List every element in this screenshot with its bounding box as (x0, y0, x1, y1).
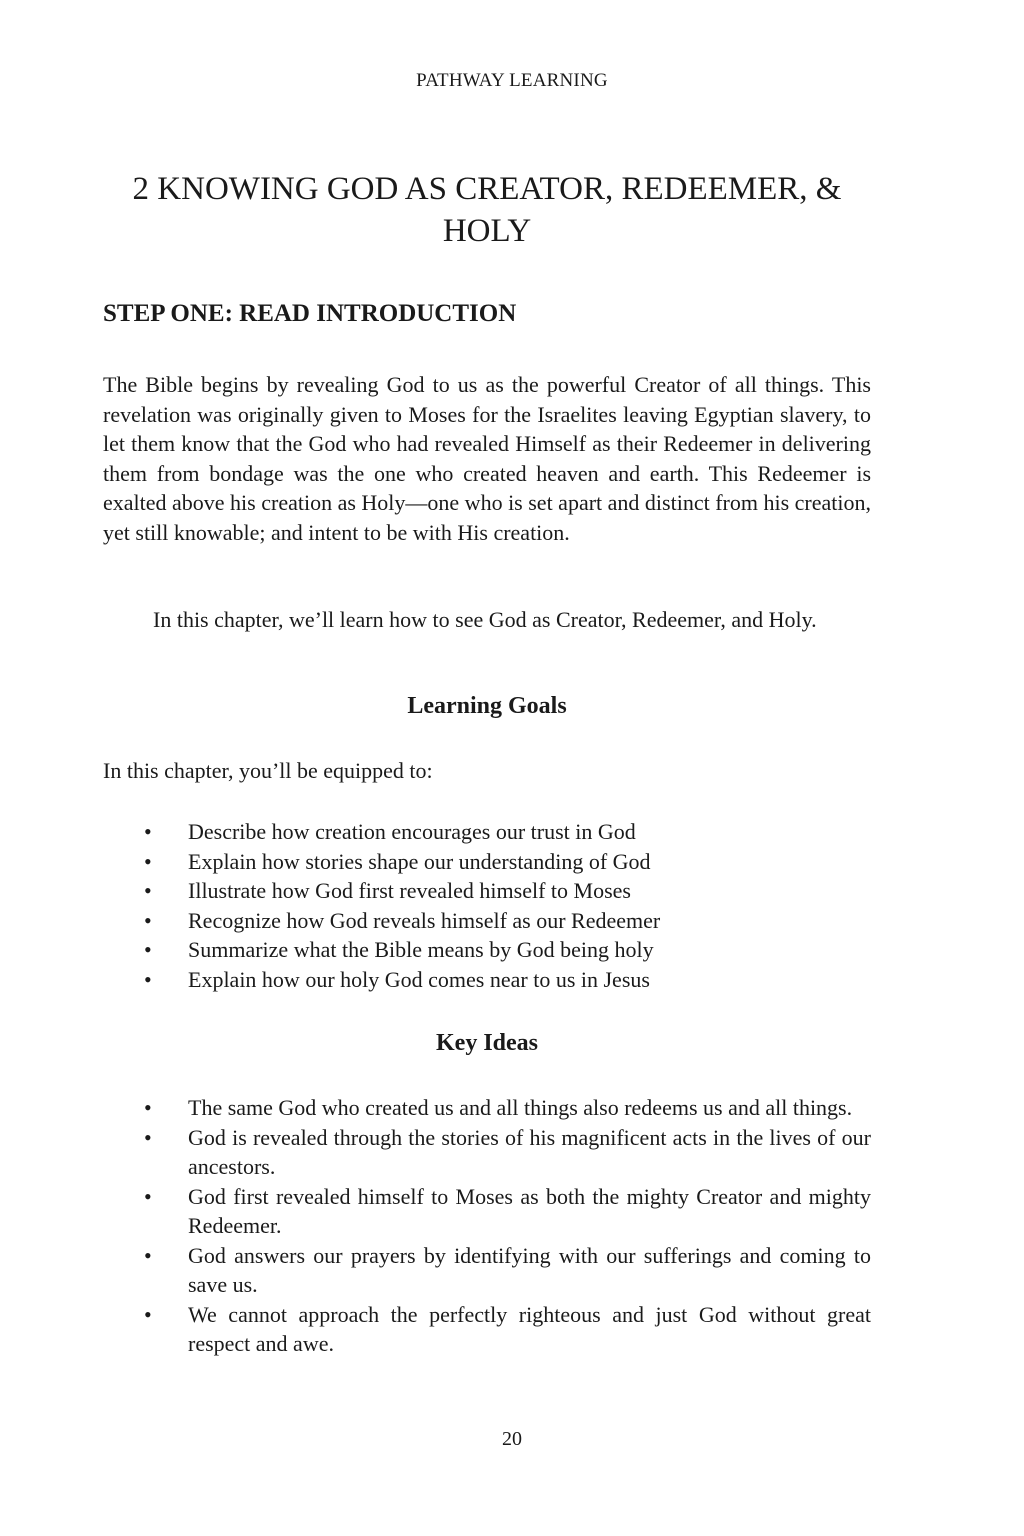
list-item (103, 965, 871, 995)
page-number: 20 (502, 1428, 522, 1450)
list-item-text: Describe how creation encourages our trust in God (188, 819, 636, 844)
list-item-text: The same God who created us and all things also redeems us and all things. (188, 1095, 853, 1120)
bullet-icon: • (144, 1242, 152, 1268)
learning-goals-heading: Learning Goals (407, 693, 567, 719)
list-item-text: We cannot approach the perfectly righteous and just God without great respect and awe. (188, 1301, 871, 1356)
intro-paragraph: The Bible begins by revealing God to us as the powerful Creator of all things. This revelation was originally given to Moses for the Israelites leaving Egyptian slavery, to let them know that the God who had revealed Himself as their Redeemer in delivering them from bondage was the one who created heaven and earth. This Redeemer is exalted above his creation as Holy—one who is set apart and distinct from his creation, yet still knowable; and intent to be with His creation. (103, 372, 871, 545)
list-item-text: Explain how our holy God comes near to us in Jesus (188, 966, 650, 992)
key-ideas-heading: Key Ideas (436, 1030, 538, 1056)
bullet-icon: • (144, 1095, 152, 1120)
list-item (103, 906, 871, 936)
bullet-icon: • (144, 848, 152, 874)
list-item (103, 1300, 871, 1359)
list-item-text: Recognize how God reveals himself as our Redeemer (188, 907, 661, 933)
running-header: PATHWAY LEARNING (416, 70, 608, 91)
list-item (103, 817, 871, 847)
list-item (103, 1241, 871, 1300)
list-item (103, 935, 871, 965)
bullet-icon: • (144, 937, 152, 962)
bullet-icon: • (144, 1124, 152, 1150)
list-item (103, 876, 871, 906)
chapter-title: 2 KNOWING GOD AS CREATOR, REDEEMER, & HOLY (132, 171, 842, 249)
bullet-icon: • (144, 966, 152, 992)
list-item-text: God answers our prayers by identifying with our sufferings and coming to save us. (188, 1242, 871, 1297)
list-item (103, 847, 871, 877)
list-item (103, 1182, 871, 1241)
bullet-icon: • (144, 1183, 152, 1209)
list-item-text: Illustrate how God first revealed himself to Moses (188, 878, 631, 903)
bullet-icon: • (144, 907, 152, 933)
list-item-text: Explain how stories shape our understanding of God (188, 848, 651, 874)
bullet-icon: • (144, 819, 152, 844)
key-ideas-list (103, 1093, 871, 1359)
list-item-text: God first revealed himself to Moses as both the mighty Creator and mighty Redeemer. (188, 1183, 871, 1238)
bullet-icon: • (144, 878, 152, 903)
list-item-text: God is revealed through the stories of his magnificent acts in the lives of our ancestors. (188, 1124, 871, 1179)
bullet-icon: • (144, 1301, 152, 1327)
list-item (103, 1093, 871, 1123)
step-one-heading: STEP ONE: READ INTRODUCTION (103, 300, 517, 327)
intro-paragraph-2: In this chapter, we’ll learn how to see God as Creator, Redeemer, and Holy. (153, 607, 817, 632)
list-item-text: Summarize what the Bible means by God being holy (188, 937, 654, 962)
learning-goals-list (103, 817, 871, 994)
learning-goals-intro: In this chapter, you’ll be equipped to: (103, 758, 433, 783)
list-item (103, 1123, 871, 1182)
